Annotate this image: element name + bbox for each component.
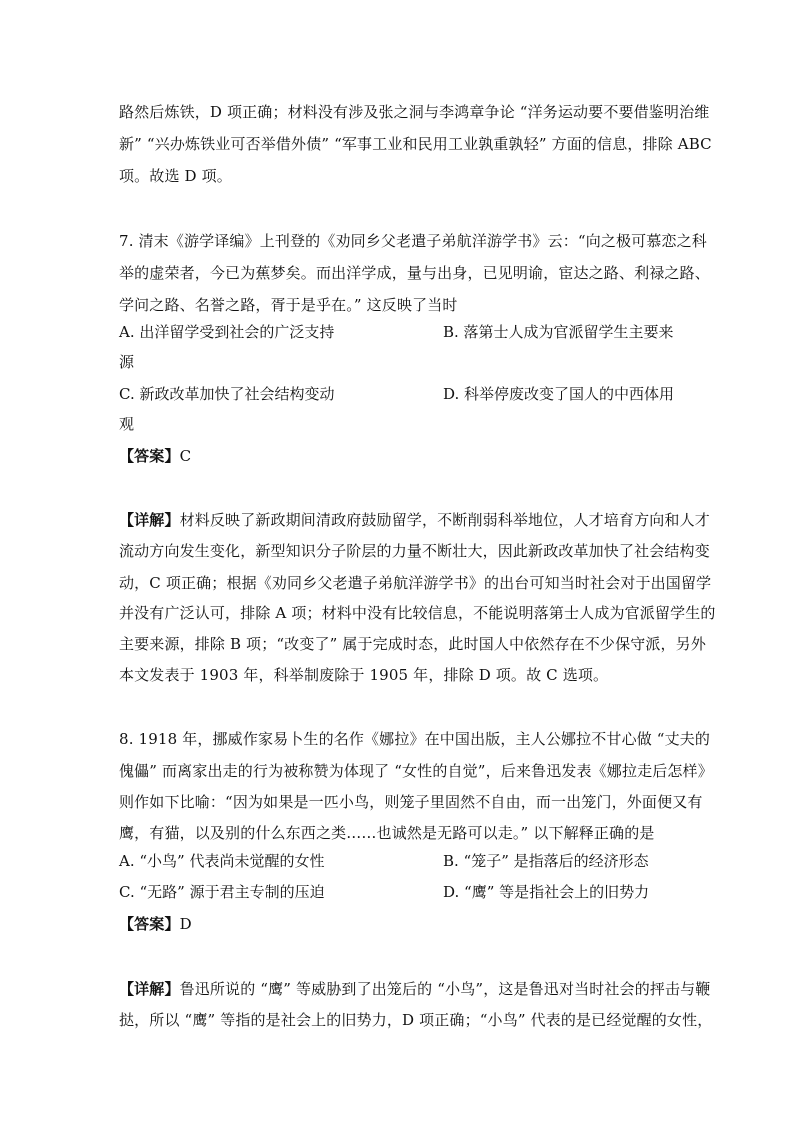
q7-explanation-label: 【详解】: [119, 511, 180, 529]
q8-answer-label: 【答案】: [119, 915, 180, 933]
q7-explanation-line-6: 本文发表于 1903 年，科举制废除于 1905 年，排除 D 项。故 C 选项。: [119, 666, 609, 684]
prev-explanation-line-1: 路然后炼铁，D 项正确；材料没有涉及张之洞与李鸿章争论 “洋务运动要不要借鉴明治维: [119, 103, 710, 121]
q8-option-c: C. “无路” 源于君主专制的压迫: [119, 883, 325, 901]
q7-explanation-line-2: 流动方向发生变化，新型知识分子阶层的力量不断壮大，因此新政改革加快了社会结构变: [119, 542, 710, 560]
q7-answer-value: C: [179, 447, 192, 465]
q7-explanation-line-4: 并没有广泛认可，排除 A 项；材料中没有比较信息，不能说明落第士人成为官派留学生的: [119, 604, 716, 622]
q7-option-a: A. 出洋留学受到社会的广泛支持: [119, 323, 335, 341]
q7-answer-label: 【答案】: [119, 447, 180, 465]
q8-explanation-label: 【详解】: [119, 980, 180, 998]
q7-explanation-text-1: 材料反映了新政期间清政府鼓励留学，不断削弱科举地位，人才培育方向和人才: [179, 511, 710, 529]
q8-option-a: A. “小鸟” 代表尚未觉醒的女性: [119, 852, 325, 870]
q8-option-d: D. “鹰” 等是指社会上的旧势力: [443, 883, 650, 901]
q8-option-b: B. “笼子” 是指落后的经济形态: [443, 852, 649, 870]
q7-explanation-line-3: 动，C 项正确；根据《劝同乡父老遣子弟航洋游学书》的出台可知当时社会对于出国留学: [119, 574, 712, 592]
q8-stem-line-2: 傀儡” 而离家出走的行为被称赞为体现了 “女性的自觉”，后来鲁迅发表《娜拉走后怎样》: [119, 762, 713, 780]
q8-stem-line-1: 8. 1918 年，挪威作家易卜生的名作《娜拉》在中国出版，主人公娜拉不甘心做 “丈夫的: [119, 730, 711, 748]
q8-answer-value: D: [179, 915, 192, 933]
q8-stem-line-4: 鹰，有猫，以及别的什么东西之类……也诚然是无路可以走。” 以下解释正确的是: [119, 824, 655, 842]
q7-option-d-wrap: 观: [119, 415, 135, 433]
q7-explanation-line-5: 主要来源，排除 B 项；“改变了” 属于完成时态，此时国人中依然存在不少保守派，另外: [119, 635, 706, 653]
q7-answer: [119, 446, 191, 466]
prev-explanation-line-2: 新” “兴办炼铁业可否举借外债” “军事工业和民用工业孰重孰轻” 方面的信息，排除 ABC: [119, 135, 712, 153]
q7-explanation-line-1: [119, 510, 710, 530]
q7-option-b-wrap: 源: [119, 353, 135, 371]
q7-option-b: B. 落第士人成为官派留学生主要来: [443, 323, 674, 341]
prev-explanation-line-3: 项。故选 D 项。: [119, 167, 232, 185]
q8-explanation-line-1: [119, 979, 710, 999]
q8-answer: [119, 914, 192, 934]
q7-stem-line-1: 7. 清末《游学译编》上刊登的《劝同乡父老遣子弟航洋游学书》云：“向之极可慕恋之科: [119, 232, 707, 250]
q7-option-d: D. 科举停废改变了国人的中西体用: [443, 385, 675, 403]
q8-stem-line-3: 则作如下比喻：“因为如果是一匹小鸟，则笼子里固然不自由，而一出笼门，外面便又有: [119, 793, 703, 811]
q7-stem-line-2: 举的虚荣者，今已为蕉梦矣。而出洋学成，量与出身，已见明谕，宦达之路、利禄之路、: [119, 264, 710, 282]
q8-explanation-text-1: 鲁迅所说的 “鹰” 等威胁到了出笼后的 “小鸟”，这是鲁迅对当时社会的抨击与鞭: [179, 980, 711, 998]
q7-option-c: C. 新政改革加快了社会结构变动: [119, 385, 335, 403]
q8-explanation-line-2: 挞，所以 “鹰” 等指的是社会上的旧势力，D 项正确；“小鸟” 代表的是已经觉醒的女性，: [119, 1011, 713, 1029]
q7-stem-line-3: 学问之路、名誉之路，胥于是乎在。” 这反映了当时: [119, 296, 458, 314]
